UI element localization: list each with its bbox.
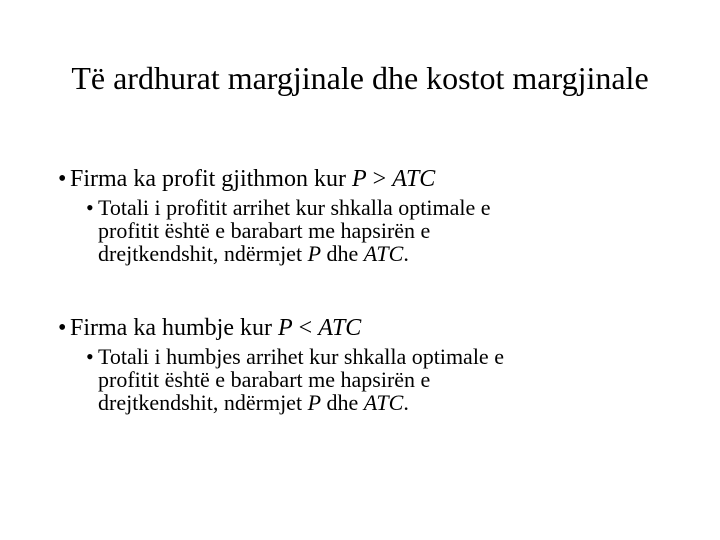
sub-bullet-total-loss [86, 345, 646, 414]
period: . [403, 241, 409, 266]
bullet-profit [58, 166, 435, 192]
sub-bullet-marker: • [86, 195, 94, 220]
variable-p: P [277, 315, 293, 341]
sub-bullet-line3 [86, 391, 646, 414]
sub-bullet-line3-text: drejtkendshit, ndërmjet [98, 390, 308, 415]
variable-atc: ATC [318, 315, 362, 341]
comparison-operator: > [366, 166, 393, 192]
slide-title: Të ardhurat margjinale dhe kostot margjinale [71, 60, 649, 96]
sub-bullet-total-profit [86, 196, 646, 265]
period: . [403, 390, 409, 415]
sub-bullet-line3-text: drejtkendshit, ndërmjet [98, 241, 308, 266]
sub-bullet-line2: profitit është e barabart me hapsirën e [98, 218, 431, 243]
bullet-loss [58, 315, 361, 341]
variable-atc: ATC [363, 241, 404, 266]
sub-bullet-line2: profitit është e barabart me hapsirën e [98, 367, 431, 392]
variable-p: P [307, 390, 322, 415]
sub-bullet-line1: Totali i humbjes arrihet kur shkalla optimale e [98, 344, 504, 369]
bullet-text: Firma ka profit gjithmon kur [70, 166, 352, 192]
variable-p: P [351, 166, 367, 192]
sub-bullet-marker: • [86, 344, 94, 369]
sub-bullet-line3 [86, 242, 646, 265]
comparison-operator: < [292, 315, 319, 341]
conjunction: dhe [321, 241, 364, 266]
bullet-marker: • [58, 315, 67, 341]
sub-bullet-line1: Totali i profitit arrihet kur shkalla optimale e [98, 195, 491, 220]
bullet-marker: • [58, 166, 67, 192]
variable-p: P [307, 241, 322, 266]
variable-atc: ATC [363, 390, 404, 415]
bullet-text: Firma ka humbje kur [70, 315, 278, 341]
conjunction: dhe [321, 390, 364, 415]
variable-atc: ATC [392, 166, 436, 192]
